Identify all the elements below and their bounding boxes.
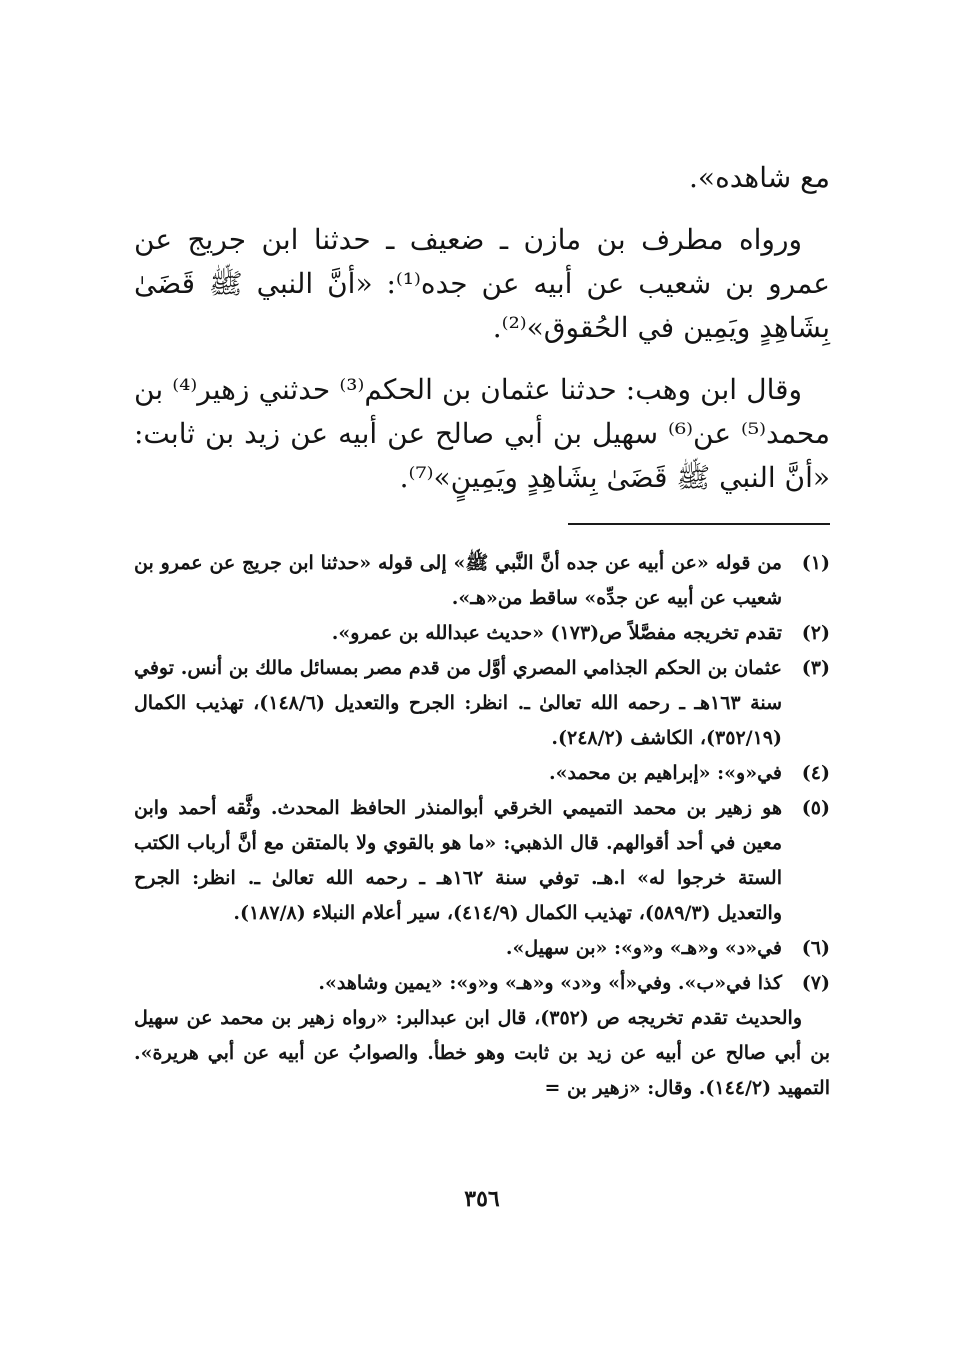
- footnote-6: [134, 931, 830, 966]
- paragraph-ibn-wahb: وقال ابن وهب: حدثنا عثمان بن الحكم⁽³⁾ حدثني زهير⁽⁴⁾ بن محمد⁽⁵⁾ عن⁽⁶⁾ سهيل بن أبي صالح عن أبيه عن زيد بن ثابت: «أنَّ النبي ﷺ قَضَىٰ بِشَاهِدٍ ويَمِينٍ»⁽⁷⁾.: [134, 373, 830, 494]
- footnote-text: كذا في«ب». وفي«أ» و«د» و«هـ» و«و»: «يمين وشاهد».: [318, 972, 782, 994]
- footnote-number: (٧): [801, 972, 830, 994]
- footnote-text: عثمان بن الحكم الجذامي المصري أوَّل من قدم مصر بمسائل مالك بن أنس. توفي سنة ١٦٣هـ ـ رحمه الله تعالىٰ ـ. انظر: الجرح والتعديل (١٤٨/٦)، تهذيب الكمال (٣٥٢/١٩)، الكاشف (٢٤٨/٢).: [134, 657, 782, 749]
- footnote-continuation: والحديث تقدم تخريجه ص (٣٥٢)، قال ابن عبدالبر: «رواه زهير بن محمد عن سهيل بن أبي صالح عن أبيه عن زيد بن ثابت وهو خطأ. والصوابُ عن أبيه عن أبي هريرة». التمهيد (١٤٤/٢). وقال: «زهير بن =: [134, 1007, 830, 1099]
- page-number: ٣٥٦: [464, 1186, 500, 1212]
- footnote-4: [134, 756, 830, 791]
- footnote-5: [134, 791, 830, 931]
- footnote-text: هو زهير بن محمد التميمي الخرقي أبوالمنذر الحافظ المحدث. وثَّقه أحمد وابن معين في أحد أقوالهم. قال الذهبي: «ما هو بالقوي ولا بالمتقن مع أنَّ أرباب الكتب الستة خرجوا له» ا.هـ. توفي سنة ١٦٢هـ ـ رحمه الله تعالىٰ ـ. انظر: الجرح والتعديل (٥٨٩/٣)، تهذيب الكمال (٤١٤/٩)، سير أعلام النبلاء (١٨٧/٨).: [134, 797, 782, 924]
- footnote-2: [134, 616, 830, 651]
- footnote-number: (١): [801, 552, 830, 574]
- footnote-1: [134, 546, 830, 616]
- footnote-3: [134, 651, 830, 756]
- footnote-text: في«د» و«هـ» و«و»: «بن سهيل».: [505, 937, 782, 959]
- main-text: [134, 156, 830, 518]
- footnote-text: من قوله «عن أبيه عن جده أنَّ النَّبي ﷺ» إلى قوله «حدثنا ابن جريج عن عمرو بن شعيب عن أبيه عن جدِّه» ساقط من«هـ».: [134, 552, 782, 609]
- paragraph-mutarrif: ورواه مطرف بن مازن ـ ضعيف ـ حدثنا ابن جريج عن عمرو بن شعيب عن أبيه عن جده⁽¹⁾: «أنَّ النبي ﷺ قَضَىٰ بِشَاهِدٍ ويَمِين في الحُقوق»⁽²⁾.: [134, 223, 830, 344]
- footnote-text: في«و»: «إبراهيم بن محمد».: [549, 762, 782, 784]
- footnotes: [134, 546, 830, 1106]
- footnote-separator: [568, 523, 830, 525]
- footnote-number: (٣): [801, 657, 830, 679]
- footnote-number: (٤): [801, 762, 830, 784]
- footnote-number: (٦): [801, 937, 830, 959]
- paragraph-continuation: مع شاهده».: [689, 161, 830, 194]
- footnote-number: (٢): [801, 622, 830, 644]
- footnote-text: تقدم تخريجه مفصَّلاً ص(١٧٣) «حديث عبدالله بن عمرو».: [331, 622, 782, 644]
- footnote-7: [134, 966, 830, 1001]
- footnote-number: (٥): [801, 797, 830, 819]
